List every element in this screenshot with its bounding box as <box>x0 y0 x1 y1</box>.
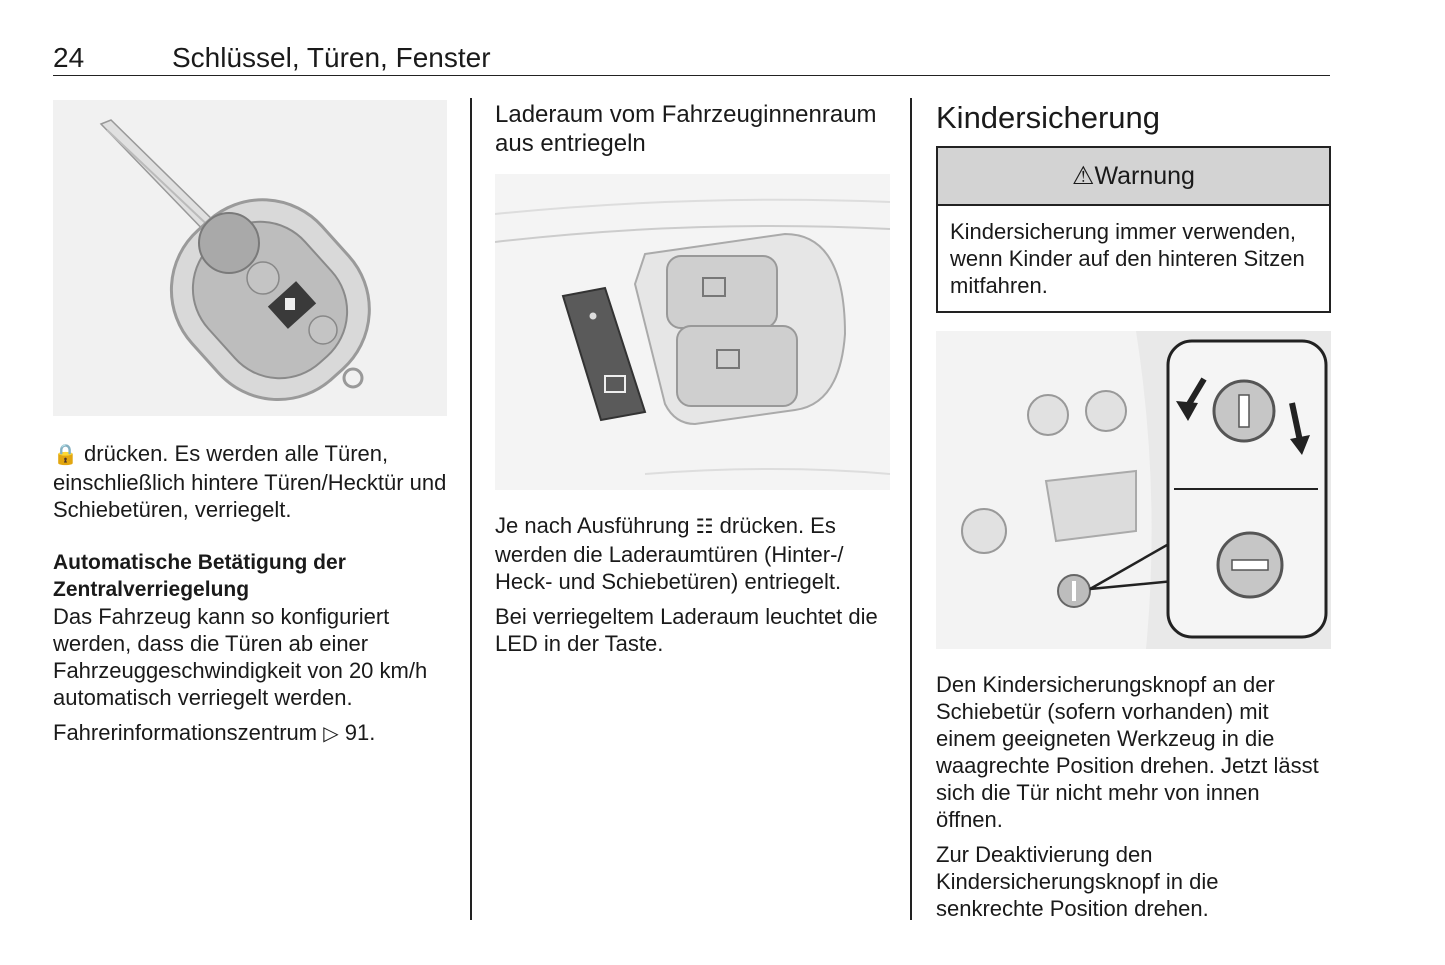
column-1 <box>53 100 453 748</box>
col1-subheading: Automatische Betätigung der Zentralverriegelung <box>53 551 346 601</box>
col1-paragraph-2: Das Fahrzeug kann so konfiguriert werden, dass die Türen ab einer Fahrzeuggeschwindigkeit von 20 km/h automatisch verriegelt werden. <box>53 604 428 710</box>
warning-triangle-icon: ⚠ <box>1072 162 1095 190</box>
page-reference-link[interactable]: 91. <box>344 720 376 745</box>
column-divider-2 <box>910 98 912 920</box>
key-fob-illustration <box>53 100 447 416</box>
page-title: Schlüssel, Türen, Fenster <box>172 42 491 73</box>
column-2 <box>495 100 890 657</box>
warning-header <box>938 148 1329 206</box>
col3-paragraph-2: Zur Deaktivierung den Kindersicherungsknopf in die senkrechte Position drehen. <box>936 842 1219 921</box>
cargo-unlock-switch-illustration <box>495 174 890 490</box>
col2-paragraph-2: Bei verriegeltem Laderaum leuchtet die LED in der Taste. <box>495 604 878 656</box>
col2-paragraph-1a: Je nach Ausführung <box>495 513 690 538</box>
warning-text: Kindersicherung immer verwenden, wenn Kinder auf den hinteren Sitzen mitfahren. <box>950 219 1305 298</box>
column-divider-1 <box>470 98 472 920</box>
col1-paragraph-1: drücken. Es werden alle Türen, einschließlich hintere Türen/Hecktür und Schiebetüren, verriegelt. <box>53 441 447 522</box>
col2-paragraph-1b: drücken. Es werden die Laderaumtüren (Hinter-/ Heck- und Schiebetüren) entriegelt. <box>495 513 844 594</box>
page-number: 24 <box>53 42 85 73</box>
col3-paragraph-1: Den Kindersicherungsknopf an der Schiebetür (sofern vorhanden) mit einem geeigneten Werkzeug in die waagrechte Position drehen. Jetzt lässt sich die Tür nicht mehr von innen öffnen. <box>936 672 1319 832</box>
col2-heading: Laderaum vom Fahrzeuginnenraum aus entriegeln <box>495 101 877 157</box>
col1-paragraph-3: Fahrerinformationszentrum <box>53 720 318 745</box>
warning-title: Warnung <box>1094 161 1195 190</box>
reference-arrow-icon: ▷ <box>323 723 339 745</box>
warning-box <box>936 146 1331 313</box>
cargo-unlock-icon: ☷ <box>695 516 714 538</box>
lock-icon: 🔒 <box>53 444 78 466</box>
column-3 <box>936 100 1331 922</box>
header-rule <box>53 75 1330 76</box>
col3-heading: Kindersicherung <box>936 100 1161 135</box>
child-lock-illustration <box>936 331 1331 649</box>
